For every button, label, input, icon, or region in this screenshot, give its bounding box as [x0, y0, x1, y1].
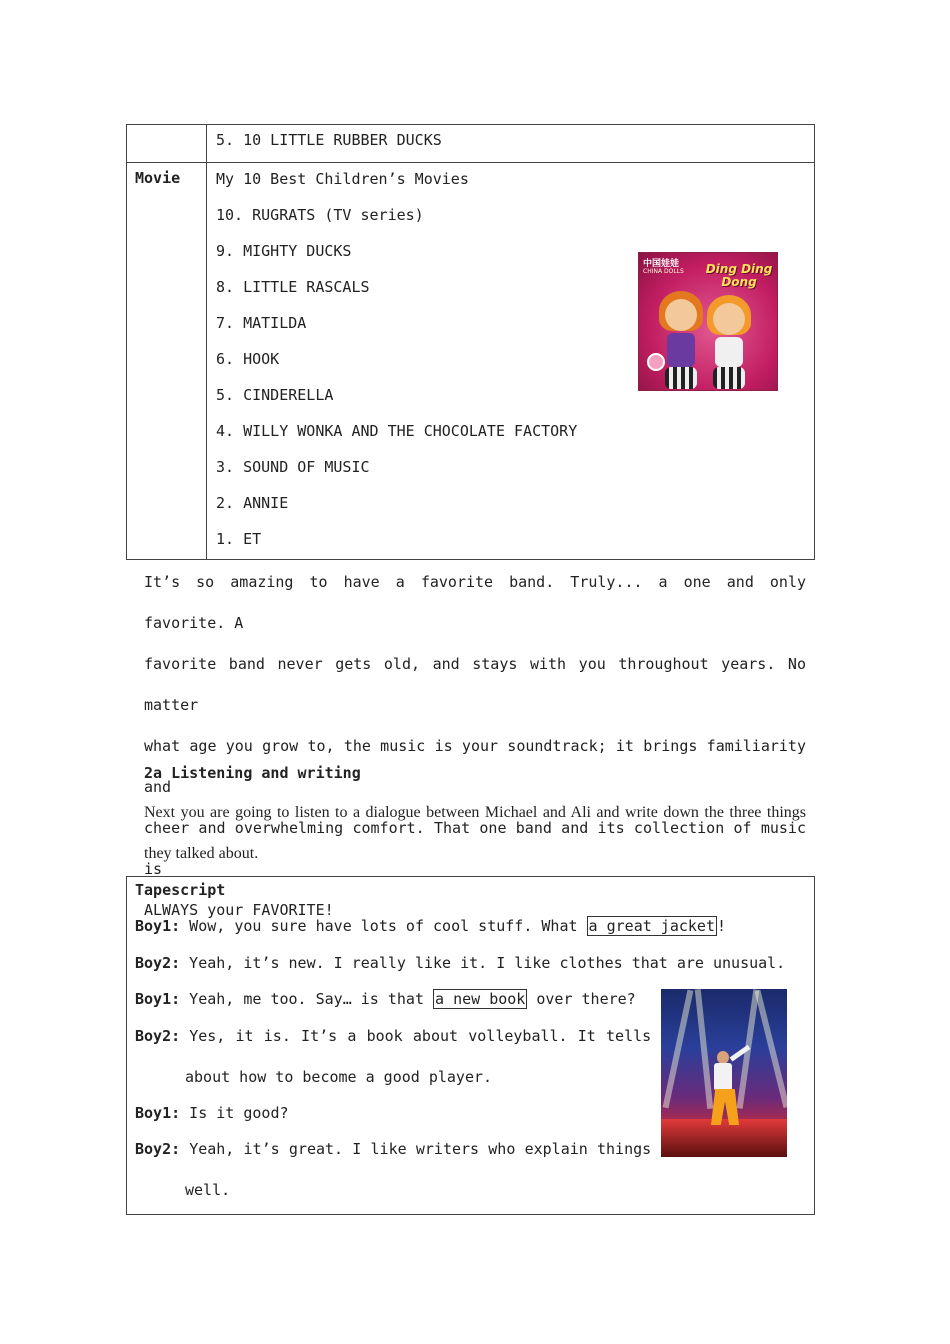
speaker-label: Boy1:: [135, 1104, 181, 1122]
instruction-text: Next you are going to listen to a dialogue between Michael and Ali and write down the three things they talked about.: [144, 804, 806, 862]
concert-photo: [661, 989, 787, 1157]
tapescript-title: Tapescript: [135, 881, 226, 899]
dialogue-text: !: [716, 917, 727, 935]
list-item: 4. WILLY WONKA AND THE CHOCOLATE FACTORY: [216, 422, 578, 440]
decorative-disc: [647, 353, 665, 371]
list-item: 7. MATILDA: [216, 314, 307, 332]
highlighted-answer: a new book: [435, 990, 526, 1008]
list-item: 2. ANNIE: [216, 494, 289, 512]
paragraph-line: It’s so amazing to have a favorite band. Truly... a one and only favorite. A: [144, 573, 806, 632]
speaker-label: Boy1:: [135, 990, 181, 1008]
dialogue-text: Yeah, it’s new. I really like it. I like clothes that are unusual.: [180, 954, 786, 972]
list-item: 8. LITTLE RASCALS: [216, 278, 370, 296]
dialogue-line: [135, 1140, 651, 1158]
speaker-label: Boy2:: [135, 954, 181, 972]
dialogue-text: Is it good?: [180, 1104, 289, 1122]
list-item: 3. SOUND OF MUSIC: [216, 458, 370, 476]
dialogue-line: [135, 954, 785, 972]
doll-figure: [657, 291, 707, 391]
paragraph-line: ALWAYS your FAVORITE!: [144, 901, 334, 919]
highlighted-answer: a great jacket: [588, 917, 715, 935]
favorites-table: [126, 124, 815, 560]
dialogue-line: [135, 917, 726, 935]
speaker-label: Boy2:: [135, 1140, 181, 1158]
dialogue-text: Yeah, it’s great. I like writers who explain things: [189, 1140, 652, 1158]
dvd-cover-image: [638, 252, 778, 391]
dvd-title: [703, 263, 775, 289]
dvd-brand: 中国娃娃: [643, 259, 680, 269]
list-item: 1. ET: [216, 530, 262, 548]
dialogue-continuation: about how to become a good player.: [185, 1068, 493, 1086]
list-item: 6. HOOK: [216, 350, 280, 368]
dvd-brand-en: CHINA DOLLS: [643, 268, 684, 275]
dialogue-continuation: well.: [185, 1181, 231, 1199]
dialogue-line: [135, 1104, 289, 1122]
doll-figure: [705, 295, 755, 391]
paragraph-line: favorite band never gets old, and stays with you throughout years. No matter: [144, 655, 806, 714]
dialogue-text: over there?: [527, 990, 636, 1008]
paragraph-line: cheer and overwhelming comfort. That one band and its collection of music is: [144, 819, 806, 878]
movie-list: [216, 169, 577, 565]
dvd-title-line: Ding Ding: [705, 262, 773, 276]
dvd-title-line: Dong: [721, 275, 757, 289]
dialogue-text: Yeah, me too. Say… is that: [180, 990, 434, 1008]
table-column-divider: [206, 125, 207, 559]
list-item: 9. MIGHTY DUCKS: [216, 242, 352, 260]
list-item: 10. RUGRATS (TV series): [216, 206, 424, 224]
list-item: My 10 Best Children’s Movies: [216, 170, 469, 188]
table-cell: 5. 10 LITTLE RUBBER DUCKS: [216, 131, 442, 149]
movie-category-label: Movie: [135, 169, 181, 187]
dialogue-line: [135, 1027, 651, 1045]
paragraph-line: what age you grow to, the music is your soundtrack; it brings familiarity and: [144, 737, 806, 796]
speaker-label: Boy1:: [135, 917, 181, 935]
dialogue-text: Wow, you sure have lots of cool stuff. What: [180, 917, 587, 935]
table-row: [127, 125, 814, 163]
list-item: 5. CINDERELLA: [216, 386, 334, 404]
speaker-label: Boy2:: [135, 1027, 181, 1045]
tapescript-box: [126, 876, 815, 1215]
dialogue-text: Yes, it is. It’s a book about volleyball. It tells: [189, 1027, 652, 1045]
section-heading: 2a Listening and writing: [144, 764, 361, 782]
dialogue-line: [135, 990, 636, 1008]
